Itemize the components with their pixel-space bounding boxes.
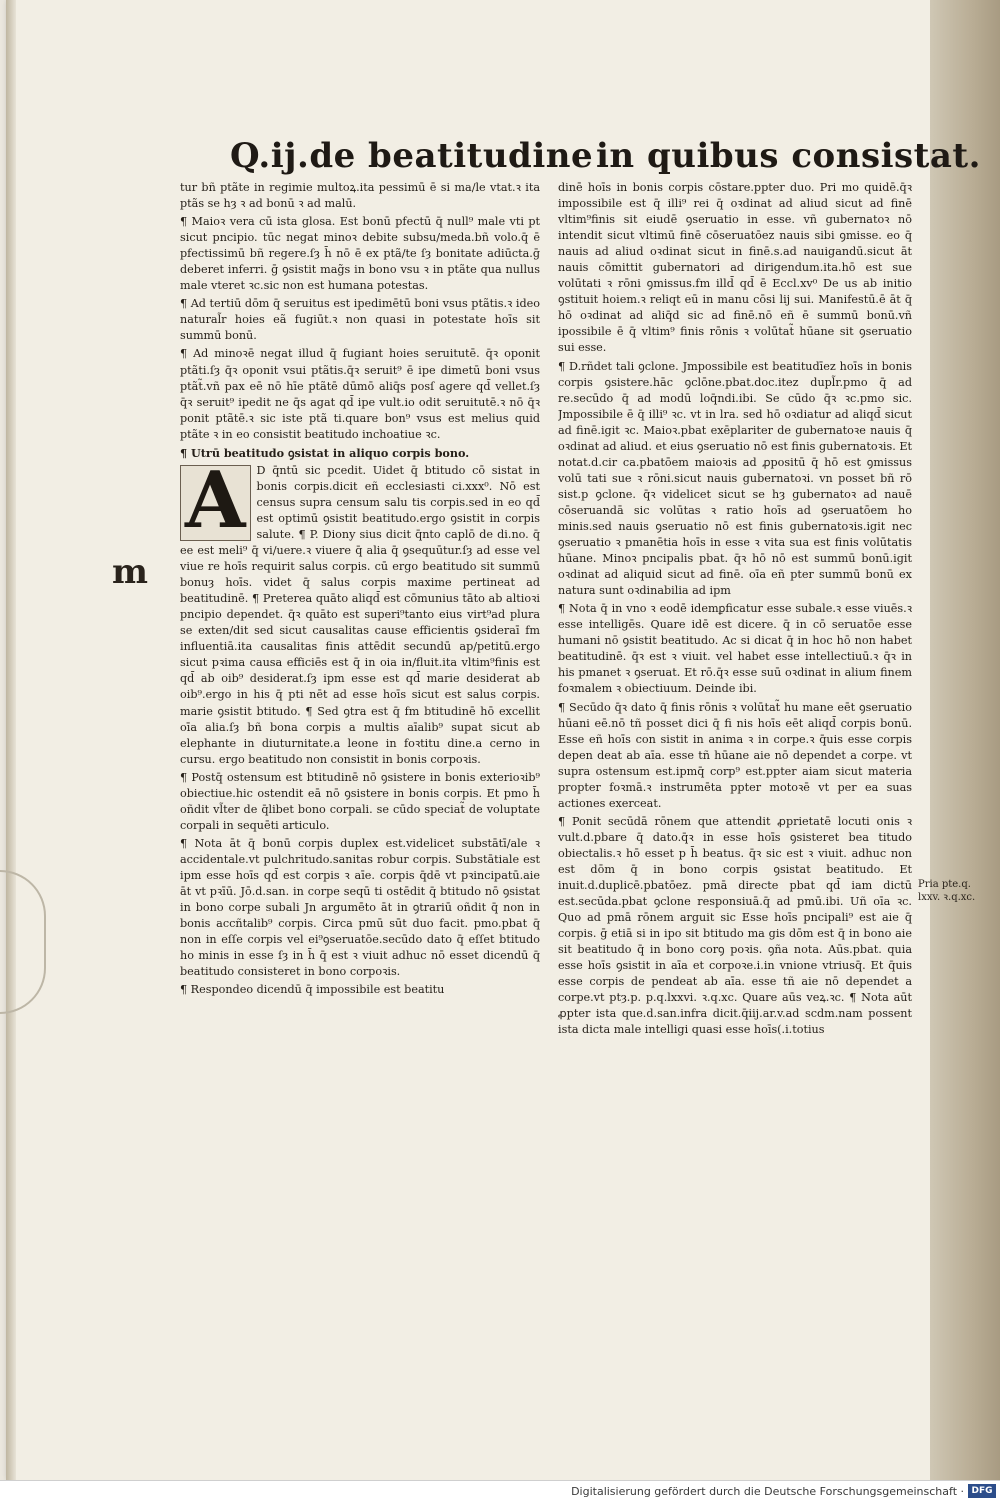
left-text-column (180, 180, 540, 1190)
article-heading: ¶ Utrū beatitudo ꝯsistat in aliquo corpis bono. (180, 445, 470, 460)
right-text-column (558, 180, 912, 1175)
paragraph: ¶ Secūdo q̄ꝛ dato q̄ finis rōnis ꝛ volūtat̃ hu mane eēt ꝯseruatio hūani eē.nō tñ posset dici q̄ fi nis hoīs eēt aliqd̄ corpis bonū. Esse eñ hoīs con sistit in anima ꝛ in corpe.ꝛ q̄uis esse corpis depen deat ab aīa. esse tñ hūane aie nō dependet a corpe. vt supra ostensum est.ipmq̄ corp⁹ est.ppter aiam sicut materia propter foꝛmā.ꝛ instrumēta ppter motoꝛē vt per ea suas actiones exerceat. (558, 700, 912, 810)
paragraph: ¶ Respondeo dicendū q̄ impossibile est beatitu (180, 983, 445, 997)
paragraph: ¶ Ad tertiū dōm q̄ seruitus est ipedimētū boni vsus ptãtis.ꝛ ideo natural̃r hoies eã fugiūt.ꝛ non quasi in potestate hoīs sit summū bonū. (180, 297, 540, 343)
paragraph: ¶ Ponit secūdā rōnem que attendit ꝓprietatē locuti onis ꝛ vult.d.pbare q̄ dato.q̄ꝛ in esse hoīs ꝯsisteret bea titudo obiectalis.ꝛ hō esset p h̄ beatus. q̄ꝛ sic est ꝛ viuit. adhuc non est dōm q̄ in bono corpis ꝯsistat beatitudo. Et inuit.d.duplicē.pbatōez. pmā directe pbat qd̄ iam dictū est.secūda.pbat ꝯclone responsiuā.q̄ ad pmū.ibi. Uñ oīa ꝛc. Quo ad pmā rōnem arguit sic Esse hoīs pncipali⁹ est aie q̄ corpis. ḡ etiā si in ipo sit btitudo ma gis dōm est q̄ in bono aie sit beatitudo q̄ in bono corꝯ poꝛis. ꝯña nota. Aūs.pbat. quia esse hoīs ꝯsistit in aīa et corpoꝛe.i.in vnione vtriusq̄. Et q̄uis esse corpis de pendeat ab aīa. esse tñ aie nō dependet a corpe.vt ptȝ.p. p.q.lxxvi. ꝛ.q.xc. Quare aūs veꝝ.ꝛc. ¶ Nota aūt ꝓpter ista que.d.san.infra dicit.q̄iij.ar.v.ad scdm.nam possent ista dicta male intelligi quasi esse hoīs(.i.totius (558, 814, 912, 1037)
article-body-text: D q̄ntū sic pcedit. Uidet q̄ btitudo cō sistat in bonis corpis.dicit eñ ecclesiasti ci.xxx⁰. Nō est census supra censum salu tis corpis.sed in eo qd̄ est optimū ꝯsistit beatitudo.ergo ꝯsistit in corpis salute. ¶ P. Diony sius dicit q̄nto caplō de di.no. q̄ ee est meli⁹ q̄ vi/uere.ꝛ viuere q̄ alia q̄ ꝯsequūtur.ſȝ ad esse vel viue re hoīs requirit salus corpis. cū ergo beatitudo sit summū bonuȝ hoīs. videt q̄ salus corpis maxime pertineat ad beatitudinē. ¶ Preterea quāto aliqd̄ est cōmunius tāto ab altioꝛi pncipio dependet. q̄ꝛ quāto est superi⁹tanto eius virt⁹ad plura se exten/dit sed sicut causalitas cause efficientis ꝯsideraī fm influentiā.ita causalitas finis attēdit secundū ap/petitū.ergo sicut pꝛima causa efficiēs est q̄ in oia in/fluit.ita vltim⁹finis est qd̄ ab oib⁹ desiderat.ſȝ ipm esse est qd̄ marie desiderat ab oib⁹.ergo in his q̄ pti nēt ad esse hoīs sicut est salus corpis. marie ꝯsistit btitudo. ¶ Sed ꝯtra est q̄ fm btitudinē hō excellit oīa alia.ſȝ bñ bona corpis a multis aīalib⁹ supat sicut ab elephante in diuturnitate.a leone in foꝛtitu dine.a cerno in cursu. ergo beatitudo non consistit in bonis corpoꝛis. (180, 463, 540, 766)
page-fore-edge (930, 0, 1000, 1480)
margin-signature-letter: m (112, 552, 148, 592)
article-body (180, 454, 540, 768)
running-head-left: Q.ij.de beatitudine (230, 136, 594, 176)
paragraph: tur bñ ptãte in regimie multoꝝ.ita pessimū ē si ma/le vtat.ꝛ ita ptãs se hȝ ꝛ ad bonū ꝛ ad malū. (180, 181, 540, 211)
paragraph: ¶ Maioꝛ vera cū ista glosa. Est bonū pfectū q̄ null⁹ male vti pt sicut pncipio. tūc negat minoꝛ debite subsu/meda.bñ volo.q̄ ē pfectissimū bñ regere.ſȝ h̄ nō ē ex ptã/te ſȝ bonitate adiūcta.ḡ deberet inferri. ḡ ꝯsistit mag̃s in bono vsu ꝛ in ptãte qua nullus male vteret ꝛc.sic non est humana potestas. (180, 215, 540, 293)
funding-credit: Digitalisierung gefördert durch die Deutsche Forschungsgemeinschaft · (571, 1485, 964, 1498)
footer-bar (0, 1480, 1000, 1502)
margin-note: Pria pte.q. lxxv. ꝛ.q.xc. (918, 879, 976, 903)
paragraph: ¶ Nota q̄ in vno ꝛ eodē idemꝑficatur esse subale.ꝛ esse viuēs.ꝛ esse intelligēs. Quare idē est dicere. q̄ in cō seruatōe esse humani nō ꝯsistit beatitudo. Ac si dicat q̄ in hoc hō non habet beatitudinē. q̄ꝛ est ꝛ viuit. vel habet esse intellectiuū.ꝛ q̄ꝛ in his pmanet ꝛ ꝯseruat. Et rō.q̄ꝛ esse suū oꝛdinat in alium finem foꝛmalem ꝛ obiectiuum. Deinde ibi. (558, 602, 912, 696)
paragraph: ¶ D.rñdet tali ꝯclone. Jmpossibile est beatitudīez hoīs in bonis corpis ꝯsistere.hāc ꝯclōne.pbat.doc.itez dupl̃r.pmo q̄ ad re.secūdo q̄ ad modū loq̄ndi.ibi. Se cūdo q̄ꝛ ꝛc.pmo sic. Jmpossibile ē q̄ illi⁹ ꝛc. vt in lra. sed hō oꝛdiatur ad aliqd̄ sicut ad finē.igit ꝛc. Maioꝛ.pbat exēplariter de gubernatoꝛe nauis q̄ oꝛdinat ad aliud. et eius ꝯseruatio nō est finis gubernatoꝛis. Et notat.d.cir ca.pbatōem maioꝛis ad ꝓpositū q̄ hō est ꝯmissus volū tati sue ꝛ rōni.sicut nauis gubernatoꝛi. vn posset bñ rō sist.p ꝯclone. q̄ꝛ videlicet sicut se hȝ gubernatoꝛ ad nauē cōseruandā sic volūtas ꝛ ratio hoīs ad ꝯseruatōem ho minis.sed nauis ꝯseruatio nō est finis gubernatoꝛis.igit nec ꝯseruatio ꝛ pmanētia hoīs in esse ꝛ vita sua est finis volūtatis hūane. Minoꝛ pncipalis pbat. q̄ꝛ hō nō est summū bonū.igit oꝛdinat ad aliquid sicut ad finē. oīa eñ pter summū bonū ex natura sunt oꝛdinabilia ad ipm (558, 359, 912, 598)
paragraph: ¶ Nota āt q̄ bonū corpis duplex est.videlicet substātī/ale ꝛ accidentale.vt pulchritudo.sanitas robur corpis. Substātiale est ipm esse hoīs qd̄ est corpis ꝛ aīe. corpis q̄dē vt pꝛincipatū.aie āt vt pꝛīū. Jō.d.san. in corpe seqū ti ostēdit q̄ btitudo nō ꝯsistat in bono corpe subali Jn argumēto āt in ꝯtrariū oñdit q̄ non in bonis accñtalib⁹ corpis. Circa pmū sūt duo facit. pmo.pbat q̄ non in eſſe corpis vel ei⁹ꝯseruatōe.secūdo dato q̄ eſſet btitudo ho minis in esse ſȝ in h̄ q̄ est ꝛ viuit adhuc nō esset dicendū q̄ beatitudo consisteret in bono corpoꝛis. (180, 836, 540, 979)
decorated-initial: A (180, 465, 251, 541)
paragraph: dinē hoīs in bonis corpis cōstare.ppter duo. Pri mo quidē.q̄ꝛ impossibile est q̄ illi⁹ rei q̄ oꝛdinat ad aliud sicut ad finē vltim⁹finis sit eiudē ꝯseruatio in esse. vñ gubernatoꝛ nō intendit sicut vltimū finē cōseruatōez nauis sibi ꝯmisse. eo q̄ nauis ad aliud oꝛdinat sicut in finē.s.ad nauigandū.sicut āt nauis cōmittit gubernatori ad dirigendum.ita.hō est sue volūtati ꝛ rōni ꝯmissus.fm illd̄ qd̄ ē Eccl.xv⁰ De us ab initio ꝯstituit hoiem.ꝛ reliqt eū in manu cōsi lij sui. Manifestū.ē āt q̄ hō oꝛdinat ad aliq̄d sic ad finē.nō eñ ē summū bonū.vñ ipossibile ē q̄ vltim⁹ finis rōnis ꝛ volūtat̃ hūane sit ꝯseruatio sui esse. (558, 181, 912, 355)
paragraph: ¶ Ad minoꝛē negat illud q̄ fugiant hoies seruitutē. q̄ꝛ oponit ptãti.ſȝ q̄ꝛ oponit vsui ptãtis.q̄ꝛ seruit⁹ ē ipe dimetū boni vsus ptãt̃.vñ pax eē nō hīe ptãtē dūmō aliq̄s posſ agere qd̄ vellet.ſȝ q̄ꝛ seruit⁹ ipedit ne q̄s agat qd̄ ipe vult.io odit seruitutē.ꝛ nō q̄ꝛ ponit ptãtē.ꝛ sic iste ptã ti.quare bon⁹ vsus est melius quid ptãte ꝛ in eo consistit beatitudo inchoatiue ꝛc. (180, 347, 540, 441)
page-gutter (6, 0, 16, 1480)
running-head-right: in quibus consistat. (596, 136, 981, 176)
dfg-logo-icon: DFG (968, 1484, 996, 1498)
paragraph: ¶ Postq̄ ostensum est btitudinē nō ꝯsistere in bonis exterioꝛib⁹ obiectiue.hic ostendit eā nō ꝯsistere in bonis corpis. Et pmo h̄ oñdit vl̃ter de q̄libet bono corpali. se cūdo speciat̃ de voluptate corpali in sequēti articulo. (180, 770, 540, 832)
